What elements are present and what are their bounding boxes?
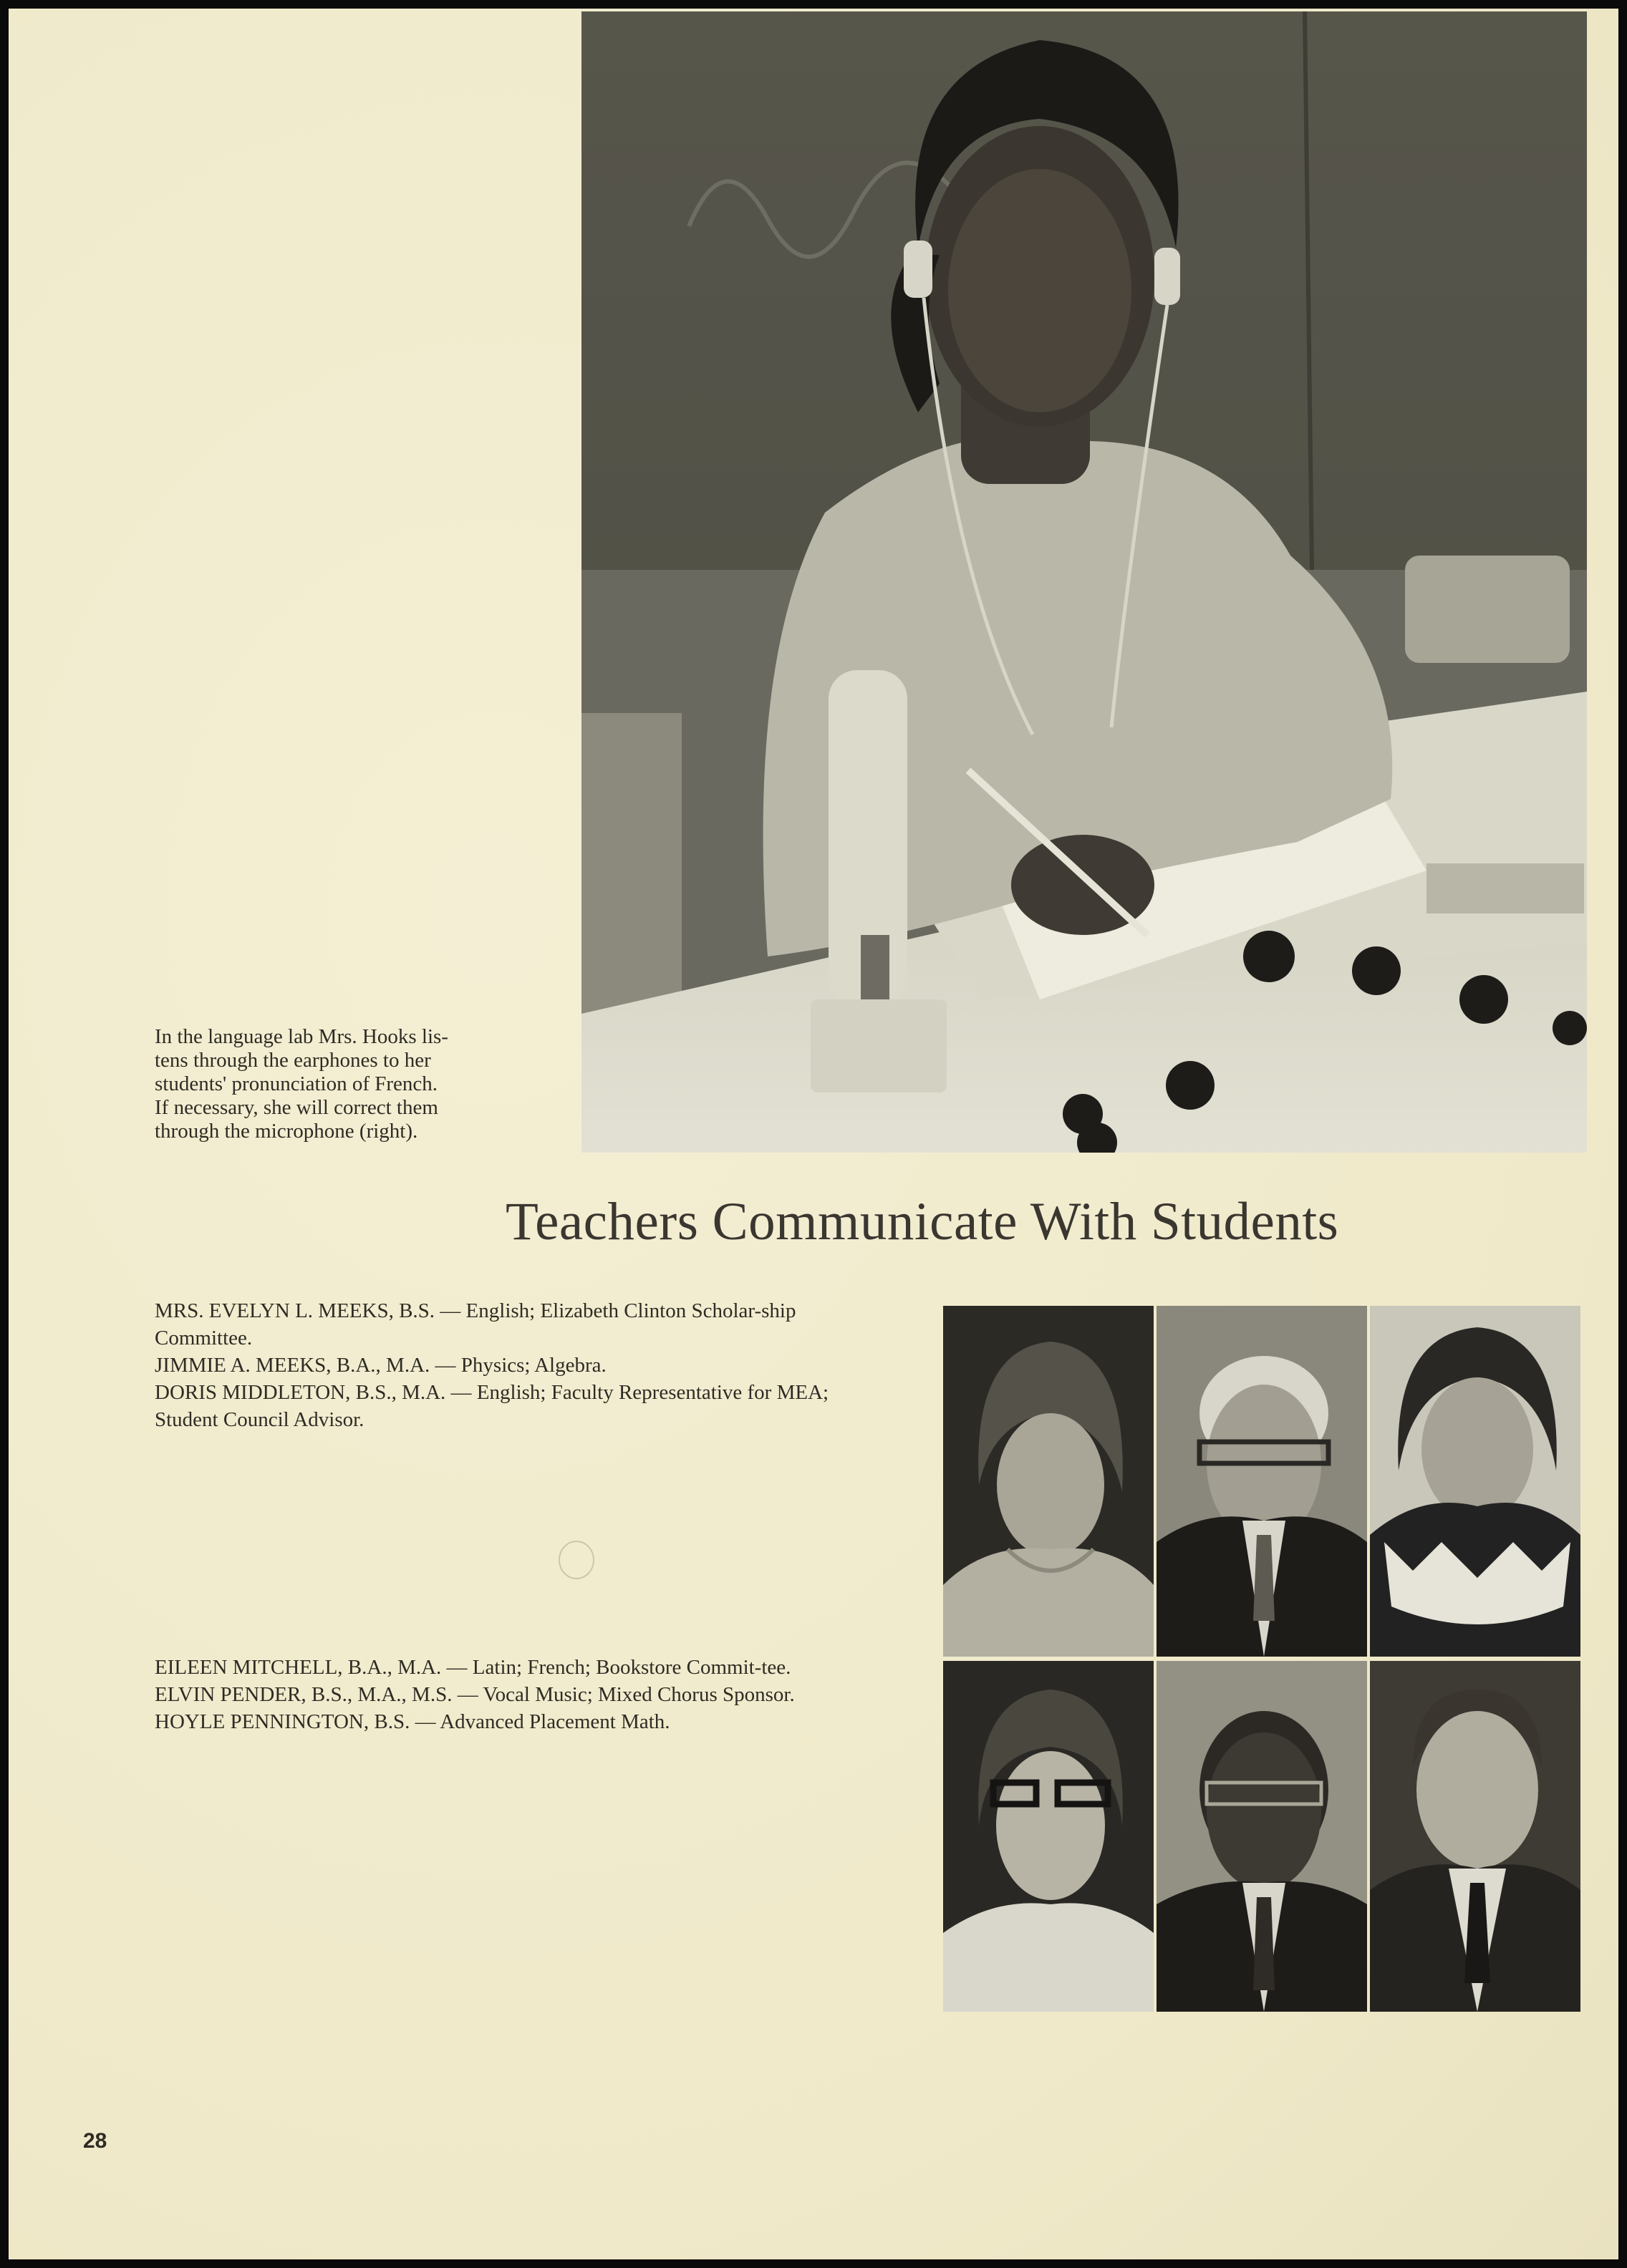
faculty-bio: DORIS MIDDLETON, B.S., M.A. — English; Faculty Representative for MEA; Student Council Advisor. [155, 1381, 829, 1431]
yearbook-page [9, 9, 1618, 2259]
page-headline: Teachers Communicate With Students [506, 1192, 1339, 1251]
faculty-bio: HOYLE PENNINGTON, B.S. — Advanced Placement Math. [155, 1710, 670, 1733]
portrait-evelyn-meeks [943, 1306, 1154, 1657]
caption-line: through the microphone (right). [155, 1120, 418, 1143]
portrait-hoyle-pennington [1370, 1661, 1580, 2012]
language-lab-photo [581, 11, 1587, 1153]
page-number: 28 [83, 2129, 107, 2153]
faculty-bios-group-2 [155, 1654, 877, 1735]
caption-line: tens through the earphones to her [155, 1049, 431, 1072]
portrait-elvin-pender [1157, 1661, 1367, 2012]
caption-line: If necessary, she will correct them [155, 1096, 438, 1119]
portrait-jimmie-meeks [1157, 1306, 1367, 1657]
faculty-bio: ELVIN PENDER, B.S., M.A., M.S. — Vocal Music; Mixed Chorus Sponsor. [155, 1683, 795, 1706]
page-smudge [559, 1541, 594, 1579]
caption-line: students' pronunciation of French. [155, 1072, 438, 1095]
faculty-bio: JIMMIE A. MEEKS, B.A., M.A. — Physics; Algebra. [155, 1354, 607, 1377]
faculty-bio: MRS. EVELYN L. MEEKS, B.S. — English; Elizabeth Clinton Scholar-ship Committee. [155, 1299, 796, 1349]
caption-line: In the language lab Mrs. Hooks lis- [155, 1025, 448, 1048]
faculty-bio: EILEEN MITCHELL, B.A., M.A. — Latin; French; Bookstore Commit-tee. [155, 1656, 791, 1679]
photo-caption [155, 1025, 521, 1143]
faculty-bios-group-1 [155, 1297, 877, 1433]
portrait-eileen-mitchell [943, 1661, 1154, 2012]
portrait-doris-middleton [1370, 1306, 1580, 1657]
